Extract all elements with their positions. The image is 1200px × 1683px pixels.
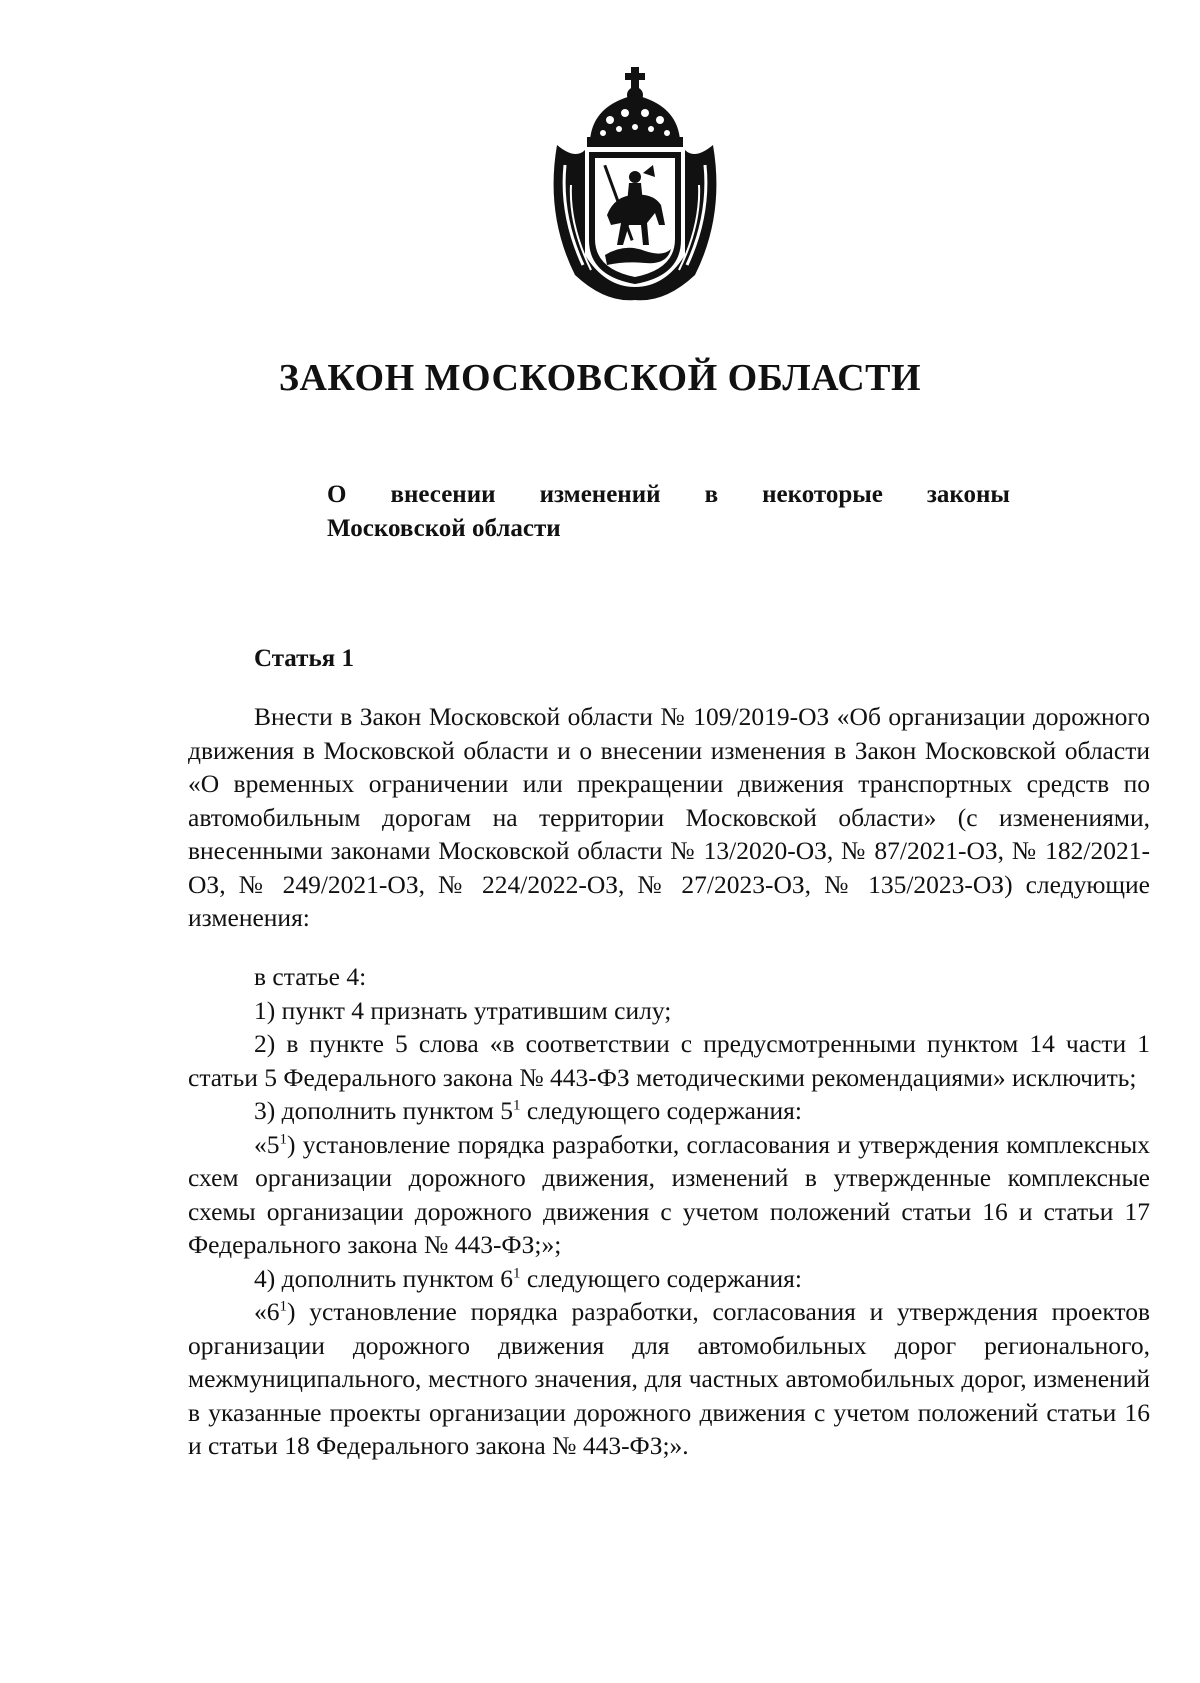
coat-of-arms-icon — [535, 65, 735, 305]
item-4-text: 4) дополнить пунктом 6 — [254, 1263, 513, 1293]
quote-6-1-text: ) установление порядка разработки, согласования и утверждения проектов организации дорожного движения для автомобильных дорог регионального, межмуниципального, местного значения, для частных автомобильных дорог, изменений в указанные проекты организации дорожного движения с учетом положений статьи 16 и статьи 18 Федерального закона № 443-ФЗ;». — [188, 1297, 1150, 1460]
item-3-sup: 1 — [513, 1097, 521, 1114]
law-title: ЗАКОН МОСКОВСКОЙ ОБЛАСТИ — [278, 357, 922, 399]
law-subject — [327, 478, 1010, 546]
quote-5-1-open: «5 — [254, 1129, 280, 1159]
subject-word: некоторые — [762, 481, 883, 508]
item-3-rest: следующего содержания: — [520, 1096, 802, 1125]
subject-word: изменений — [539, 481, 661, 508]
quote-5-1 — [188, 1128, 1150, 1262]
article-heading: Статья 1 — [254, 645, 354, 672]
quote-6-1-sup: 1 — [279, 1298, 287, 1315]
law-subject-line-2: Московской области — [327, 515, 561, 542]
intro-paragraph: Внести в Закон Московской области № 109/2019-ОЗ «Об организации дорожного движения в Московской области и о внесении изменения в Закон Московской области «О временных ограничении или прекращении движения транспортных средств по автомобильным дорогам на территории Московской области» (с изменениями, внесенными законами Московской области № 13/2020-ОЗ, № 87/2021-ОЗ, № 182/2021-ОЗ, № 249/2021-ОЗ, № 224/2022-ОЗ, № 27/2023-ОЗ, № 135/2023-ОЗ) следующие изменения: — [188, 702, 1150, 932]
item-3-text: 3) дополнить пунктом 5 — [254, 1096, 513, 1125]
item-2: 2) в пункте 5 слова «в соответствии с предусмотренными пунктом 14 части 1 статьи 5 Федерального закона № 443-ФЗ методическими рекомендациями» исключить; — [188, 1029, 1150, 1092]
item-4-sup: 1 — [513, 1265, 521, 1281]
subject-word: О — [327, 481, 347, 508]
quote-6-1-open: «6 — [254, 1297, 280, 1326]
item-4 — [188, 1262, 1150, 1296]
quote-5-1-sup: 1 — [279, 1131, 287, 1147]
law-subject-line-1 — [327, 478, 1010, 512]
item-3 — [188, 1094, 1150, 1128]
subject-word: законы — [926, 481, 1010, 508]
subject-word: в — [704, 481, 719, 508]
item-4-rest: следующего содержания: — [520, 1263, 802, 1293]
article-changes — [188, 960, 1150, 1463]
article-intro — [188, 700, 1150, 935]
in-article-line: в статье 4: — [254, 962, 367, 991]
item-1: 1) пункт 4 признать утратившим силу; — [254, 995, 672, 1025]
subject-word: внесении — [390, 481, 496, 508]
quote-6-1 — [188, 1295, 1150, 1463]
quote-5-1-text: ) установление порядка разработки, согласования и утверждения комплексных схем организации дорожного движения, изменений в утвержденные комплексные схемы организации дорожного движения с учетом положений статьи 16 и статьи 17 Федерального закона № 443-ФЗ;»; — [188, 1129, 1150, 1259]
